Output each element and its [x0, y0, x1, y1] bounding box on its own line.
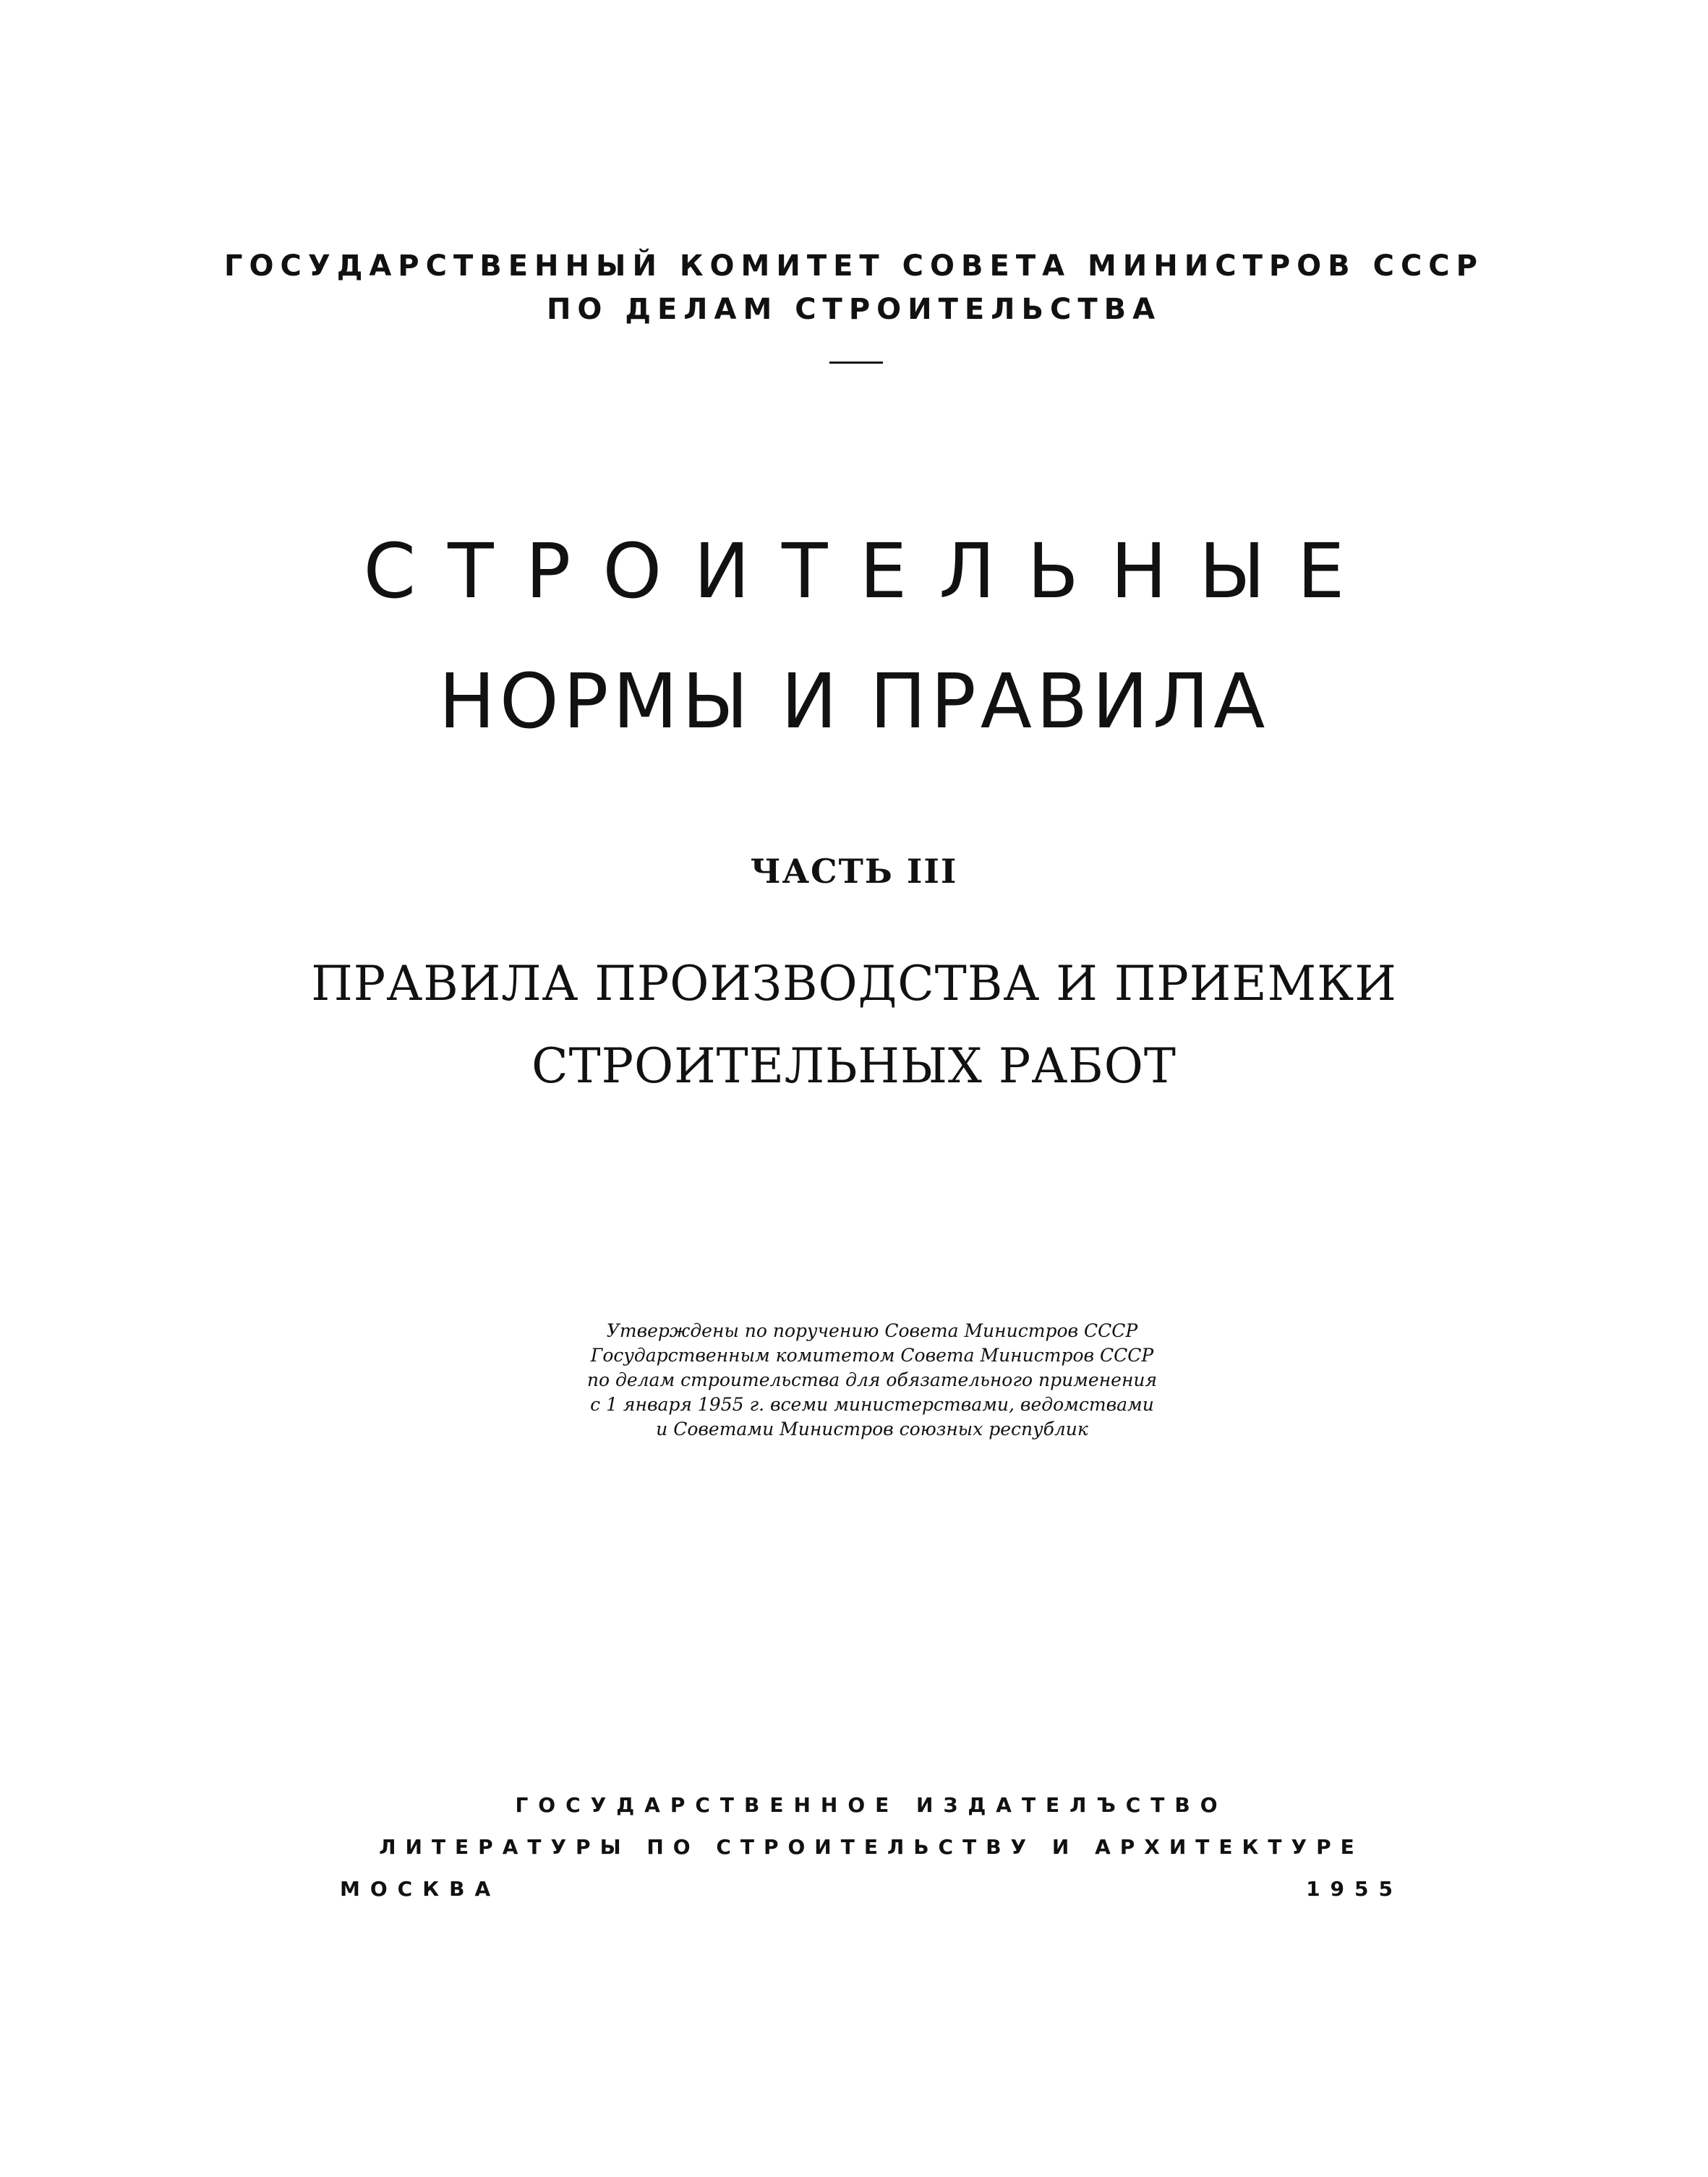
approval-line: с 1 января 1955 г. всеми министерствами, ведомствами: [590, 1394, 1154, 1415]
approval-line: Государственным комитетом Совета Министров СССР: [590, 1345, 1154, 1366]
committee-line-1: ГОСУДАРСТВЕННЫЙ КОМИТЕТ СОВЕТА МИНИСТРОВ СССР: [224, 249, 1484, 283]
divider-rule: [829, 362, 883, 364]
approval-note: [547, 1319, 1197, 1442]
part-number: ЧАСТЬ III: [750, 852, 958, 891]
subtitle-line-1: ПРАВИЛА ПРОИЗВОДСТВА И ПРИЕМКИ: [311, 956, 1397, 1011]
committee-line-2: ПО ДЕЛАМ СТРОИТЕЛЬСТВА: [546, 293, 1162, 326]
publication-year: 1955: [1306, 1877, 1403, 1901]
subtitle: [0, 943, 1708, 1108]
title-line-2: НОРМЫ И ПРАВИЛА: [438, 657, 1270, 745]
approval-line: и Советами Министров союзных республик: [656, 1419, 1088, 1440]
approval-line: по делам строительства для обязательного применения: [586, 1369, 1158, 1390]
publisher-block: [340, 1784, 1403, 1910]
publisher-city: МОСКВА: [340, 1877, 501, 1901]
title-line-1: СТРОИТЕЛЬНЫЕ: [363, 527, 1377, 615]
subtitle-line-2: СТРОИТЕЛЬНЫХ РАБОТ: [531, 1038, 1177, 1094]
publisher-line-1: ГОСУДАРСТВЕННОЕ ИЗДАТЕЛЪСТВО: [515, 1793, 1228, 1817]
main-title: [0, 506, 1708, 766]
imprint-line: [340, 1868, 1403, 1910]
committee-heading: [0, 244, 1708, 331]
approval-line: Утверждены по поручению Совета Министров СССР: [606, 1320, 1138, 1341]
publisher-line-2: ЛИТЕРАТУРЫ ПО СТРОИТЕЛЬСТВУ И АРХИТЕКТУРЕ: [379, 1835, 1364, 1859]
